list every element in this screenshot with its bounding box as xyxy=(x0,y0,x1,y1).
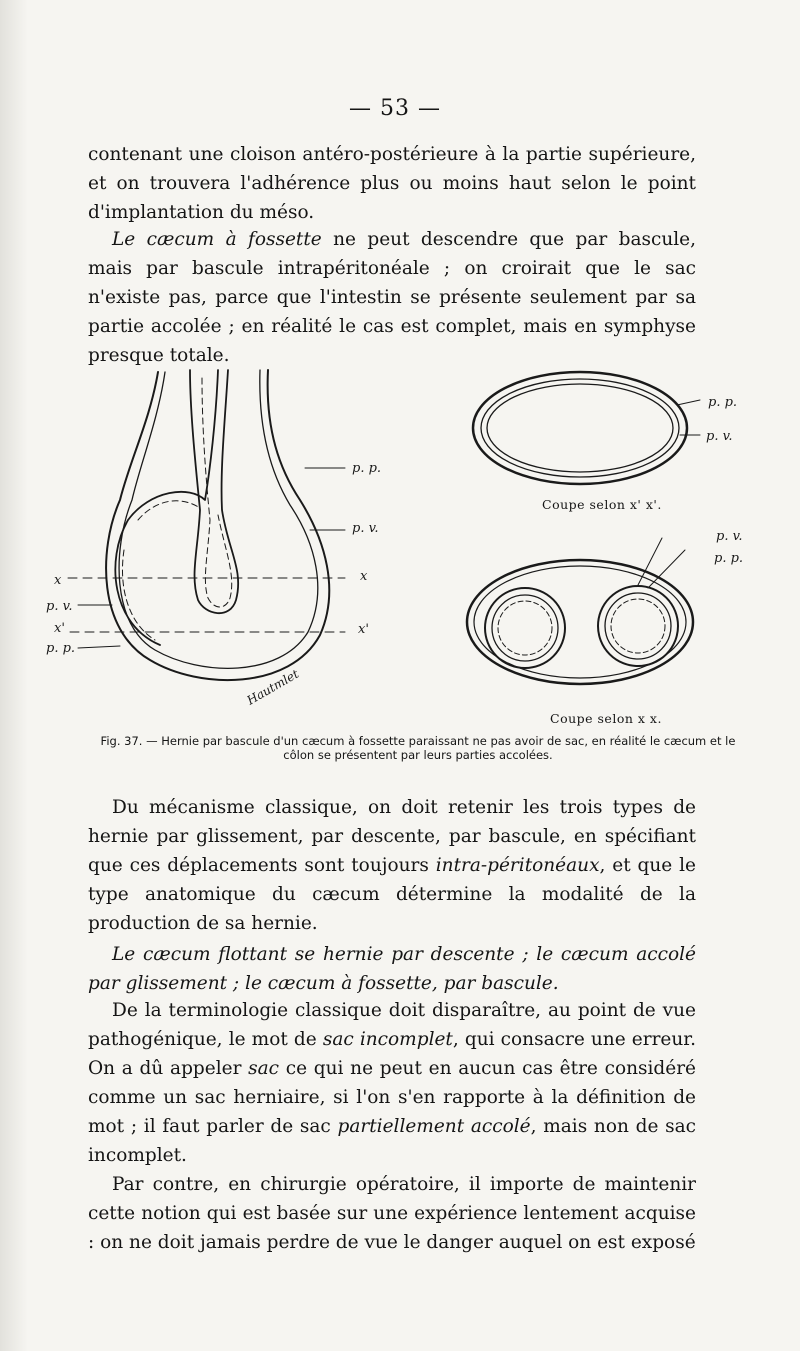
paragraph-5-text-c: ce qui ne peut en aucun cas être considéré comme un sac herniaire, si l'on s'en rapporte à la définition de mot ; il faut parler de sac xyxy=(88,1058,696,1137)
figure-37 xyxy=(40,360,770,720)
paragraph-5-text-d: , mais non de sac incomplet. xyxy=(88,1116,696,1166)
paragraph-1: contenant une cloison antéro-postérieure à la partie supérieure, et on trouvera l'adhérence plus ou moins haut selon le point d'implantation du méso. xyxy=(88,144,696,223)
label-pv-right: p. v. xyxy=(352,521,379,536)
label-pv-left: p. v. xyxy=(46,599,73,614)
paragraph-5-italic-2: sac xyxy=(248,1058,280,1079)
coupe-caption-top: Coupe selon x' x'. xyxy=(542,497,662,512)
label-pp-left: p. p. xyxy=(46,641,76,656)
paragraph-2-italic: Le cæcum à fossette xyxy=(112,229,322,250)
engraver-signature: Hautmlet xyxy=(244,666,302,708)
paragraph-5-text-a: De la terminologie classique doit disparaître, au point de vue pathogénique, le mot de xyxy=(88,1000,696,1050)
hernia-sac-diagram xyxy=(68,370,345,680)
paragraph-3-italic: intra-péritonéaux xyxy=(435,855,600,876)
page-edge-shadow xyxy=(0,0,28,1351)
paragraph-5-italic-3: partiellement accolé xyxy=(337,1116,531,1137)
label-x-right: x xyxy=(360,569,368,584)
paragraph-2 xyxy=(88,225,696,370)
section-oval-top xyxy=(473,372,700,484)
paragraph-5 xyxy=(88,996,696,1170)
label-xprime-right: x' xyxy=(358,622,369,637)
paragraph-3-text-a: Du mécanisme classique, on doit retenir les trois types de hernie par glissement, par descente, par bascule, en spécifiant que ces déplacements sont toujours xyxy=(88,797,696,876)
label-oval-top-pp: p. p. xyxy=(708,395,738,410)
label-xprime-left: x' xyxy=(54,621,65,636)
paragraph-5-text-b: , qui consacre une erreur. On a dû appeler xyxy=(88,1029,696,1079)
page-number: — 53 — xyxy=(349,96,441,121)
label-oval-bottom-pp: p. p. xyxy=(714,551,744,566)
figure-caption: Fig. 37. — Hernie par bascule d'un cæcum à fossette paraissant ne pas avoir de sac, en réalité le cæcum et le côlon se présentent par leurs parties accolées. xyxy=(100,734,736,762)
paragraph-3-text-b: , et que le type anatomique du cæcum détermine la modalité de la production de sa hernie. xyxy=(88,855,696,934)
paragraph-2-text: ne peut descendre que par bascule, mais par bascule intrapéritonéale ; on croirait que le sac n'existe pas, parce que l'intestin se présente seulement par sa partie accolée ; en réalité le cas est complet, mais en symphyse presque totale. xyxy=(88,229,696,366)
label-pp-right: p. p. xyxy=(352,461,382,476)
paragraph-3 xyxy=(88,793,696,938)
paragraph-6: Par contre, en chirurgie opératoire, il importe de maintenir cette notion qui est basée sur une expérience lentement acquise : on ne doit jamais perdre de vue le danger auquel on est exposé xyxy=(88,1174,696,1253)
paragraph-5-italic-1: sac incomplet xyxy=(322,1029,453,1050)
paragraph-4: Le cæcum flottant se hernie par descente ; le cæcum accolé par glissement ; le cæcum à fossette, par bascule. xyxy=(88,944,696,994)
label-x-left: x xyxy=(54,573,62,588)
label-oval-top-pv: p. v. xyxy=(706,429,733,444)
section-oval-bottom xyxy=(467,538,693,684)
label-oval-bottom-pv: p. v. xyxy=(716,529,743,544)
coupe-caption-bottom: Coupe selon x x. xyxy=(550,711,662,726)
